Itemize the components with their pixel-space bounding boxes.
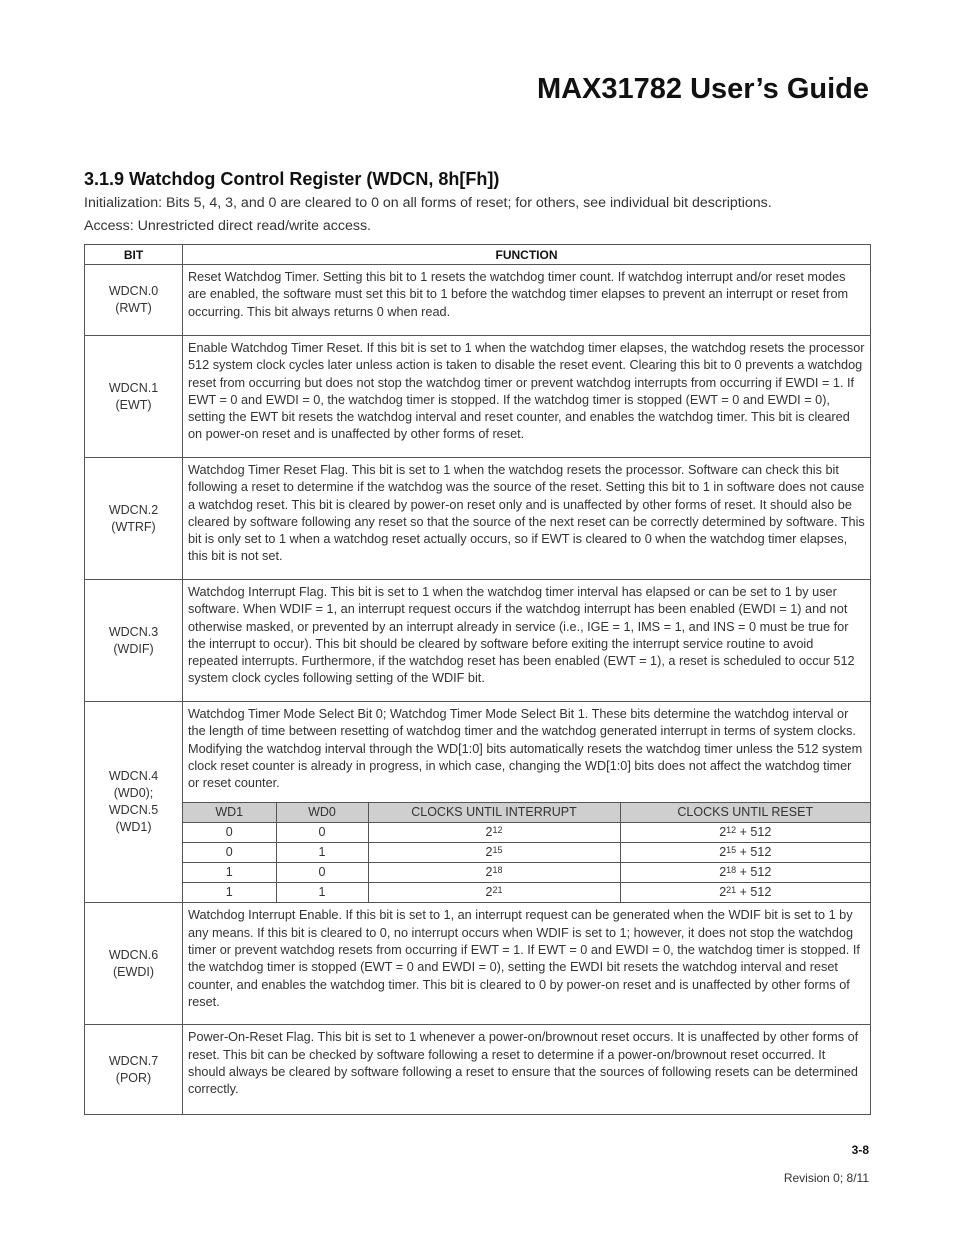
- bit-mnemonic: (RWT): [115, 301, 152, 315]
- power-exponent: 18: [492, 865, 503, 876]
- bit-mnemonic: (WTRF): [111, 519, 156, 534]
- bit-name: WDCN.6: [108, 947, 159, 962]
- bit-name: WDCN.2: [108, 502, 159, 517]
- table-header-row: [85, 245, 871, 265]
- table-row: [85, 265, 871, 336]
- initialization-text: Initialization: Bits 5, 4, 3, and 0 are cleared to 0 on all forms of reset; for others, see individual bit descriptions.: [84, 195, 772, 211]
- wd1-value: 0: [183, 843, 276, 863]
- power-base: 2: [485, 845, 493, 860]
- clocks-until-reset-header: CLOCKS UNTIL RESET: [620, 803, 870, 823]
- bit-name: WDCN.4: [108, 769, 159, 784]
- function-cell: Reset Watchdog Timer. Setting this bit to 1 resets the watchdog timer count. If watchdog interrupt and/or reset modes are enabled, the software must set this bit to 1 before the watchdog timer elapses to prevent an interrupt or reset from occurring. This bit always returns 0 when read.: [183, 265, 871, 336]
- power-exponent: 12: [492, 825, 503, 836]
- clocks-until-interrupt-value: [368, 823, 620, 843]
- clocks-until-reset-value: [620, 843, 870, 863]
- clocks-until-reset-value: [620, 823, 870, 843]
- bit-cell: [85, 265, 183, 336]
- bit-column-header: BIT: [85, 245, 183, 265]
- function-cell: Watchdog Timer Reset Flag. This bit is set to 1 when the watchdog resets the processor. Software can check this bit following a reset to determine if the watchdog was the source of the reset. Setting this bit to 1 in software does not cause a watchdog reset. This bit is cleared by power-on reset only and is unaffected by other forms of reset. It should also be cleared by software following any reset so that the source of the next reset can be correctly determined by software. This bit is only set to 1 when a watchdog reset actually occurs, so if EWT is cleared to 0 when the watchdog timer elapses, this bit is not set.: [183, 458, 871, 580]
- bit-mnemonic: (POR): [115, 1070, 152, 1085]
- subtable-row: [183, 823, 870, 843]
- table-row: [85, 458, 871, 580]
- table-row: [85, 336, 871, 458]
- table-row: [85, 580, 871, 702]
- function-column-header: FUNCTION: [183, 245, 871, 265]
- clocks-until-interrupt-value: [368, 843, 620, 863]
- bit-mnemonic: (WD0);: [113, 786, 154, 801]
- power-base: 2: [485, 825, 493, 840]
- power-base: 2: [719, 865, 727, 880]
- table-row: [85, 903, 871, 1025]
- subtable-row: [183, 843, 870, 863]
- power-exponent: 15: [492, 845, 503, 856]
- reset-offset: + 512: [736, 865, 772, 880]
- wd1-column-header: WD1: [183, 803, 276, 823]
- wd1-value: 1: [183, 863, 276, 883]
- power-base: 2: [719, 885, 727, 900]
- power-base: 2: [719, 845, 727, 860]
- bit-cell: [85, 903, 183, 1025]
- clocks-until-interrupt-value: [368, 863, 620, 883]
- function-cell: Watchdog Interrupt Enable. If this bit is set to 1, an interrupt request can be generated when the WDIF bit is set to 1 by any means. If this bit is cleared to 0, no interrupt occurs when WDIF is set to 1; however, it does not stop the watchdog timer or prevent watchdog resets from occurring if EWT = 1. If EWT = 0 and EWDI = 0, the watchdog timer is stopped. If the watchdog timer is stopped (EWT = 0 and EWDI = 0), setting the EWDI bit resets the watchdog interval and reset counter, and enables the watchdog timer. This bit is cleared to 0 by power-on reset and is unaffected by other forms of reset.: [183, 903, 871, 1025]
- power-exponent: 18: [726, 865, 737, 876]
- function-cell: Watchdog Interrupt Flag. This bit is set to 1 when the watchdog timer interval has elapsed or can be set to 1 by user software. When WDIF = 1, an interrupt request occurs if the watchdog interrupt has been enabled (EWDI = 1) and not otherwise masked, or prevented by an interrupt already in service (i.e., IGE = 1, IMS = 1, and INS = 0 must be true for the interrupt to occur). This bit should be cleared by software before exiting the interrupt service routine to avoid repeated interrupts. Furthermore, if the watchdog reset has been enabled (EWT = 1), a reset is scheduled to occur 512 system clock cycles following setting of the WDIF bit.: [183, 580, 871, 702]
- wd1-value: 1: [183, 883, 276, 903]
- power-base: 2: [719, 825, 727, 840]
- bit-name: WDCN.0: [108, 284, 159, 298]
- function-cell: Enable Watchdog Timer Reset. If this bit is set to 1 when the watchdog timer elapses, the watchdog resets the processor 512 system clock cycles later unless action is taken to disable the reset event. Clearing this bit to 0 prevents a watchdog reset from occurring but does not stop the watchdog timer or prevent watchdog interrupts from occurring if EWDI = 1. If EWT = 0 and EWDI = 0, the watchdog timer is stopped. If the watchdog timer is stopped (EWT = 0 and EWDI = 0), setting the EWT bit resets the watchdog interval and reset counter, and enables the watchdog timer. This bit is cleared on power-on reset and is unaffected by other forms of reset.: [183, 336, 871, 458]
- bit-cell: [85, 580, 183, 702]
- power-base: 2: [485, 865, 493, 880]
- bit-name: WDCN.3: [108, 624, 159, 639]
- clocks-until-reset-value: [620, 863, 870, 883]
- bit-mnemonic: (EWT): [115, 397, 152, 412]
- wd1-value: 0: [183, 823, 276, 843]
- watchdog-interval-table: [183, 802, 870, 902]
- power-base: 2: [485, 885, 493, 900]
- page-number: 3-8: [851, 1143, 869, 1157]
- section-heading: 3.1.9 Watchdog Control Register (WDCN, 8h[Fh]): [84, 169, 500, 189]
- revision-text: Revision 0; 8/11: [783, 1171, 869, 1185]
- bit-cell: [85, 458, 183, 580]
- wd0-value: 0: [276, 823, 368, 843]
- access-text: Access: Unrestricted direct read/write access.: [84, 218, 371, 234]
- bit-mnemonic: (WDIF): [113, 641, 154, 656]
- reset-offset: + 512: [736, 825, 772, 840]
- function-description: Watchdog Timer Mode Select Bit 0; Watchdog Timer Mode Select Bit 1. These bits determine the watchdog interval or the length of time between resetting of watchdog timer and the watchdog generated interrupt in terms of system clocks. Modifying the watchdog interval through the WD[1:0] bits automatically resets the watchdog timer unless the 512 system clock reset counter is already in progress, in which case, changing the WD[1:0] bits does not affect the watchdog timer or reset counter.: [188, 707, 863, 791]
- clocks-until-interrupt-value: [368, 883, 620, 903]
- power-exponent: 12: [726, 825, 737, 836]
- bit-cell: [85, 336, 183, 458]
- register-table: [84, 244, 871, 1115]
- bit-name: WDCN.5: [108, 803, 159, 818]
- wd0-value: 0: [276, 863, 368, 883]
- wd0-column-header: WD0: [276, 803, 368, 823]
- bit-mnemonic: (EWDI): [113, 964, 154, 979]
- wd0-value: 1: [276, 843, 368, 863]
- function-cell: Power-On-Reset Flag. This bit is set to 1 whenever a power-on/brownout reset occurs. It is unaffected by other forms of reset. This bit can be checked by software following a reset to determine if a power-on/brownout reset occurred. It should always be cleared by software following a reset to ensure that the sources of following resets can be determined correctly.: [183, 1025, 871, 1115]
- clocks-until-interrupt-header: CLOCKS UNTIL INTERRUPT: [368, 803, 620, 823]
- table-row: [85, 1025, 871, 1115]
- bit-cell: [85, 702, 183, 903]
- power-exponent: 21: [726, 885, 737, 896]
- reset-offset: + 512: [736, 885, 772, 900]
- bit-cell: [85, 1025, 183, 1115]
- power-exponent: 15: [726, 845, 737, 856]
- bit-mnemonic: (WD1): [115, 820, 152, 835]
- bit-name: WDCN.1: [108, 380, 159, 395]
- subtable-row: [183, 883, 870, 903]
- function-cell: [183, 702, 871, 903]
- document-title: MAX31782 User’s Guide: [536, 73, 869, 105]
- table-row: [85, 702, 871, 903]
- subtable-row: [183, 863, 870, 883]
- clocks-until-reset-value: [620, 883, 870, 903]
- reset-offset: + 512: [736, 845, 772, 860]
- power-exponent: 21: [492, 885, 503, 896]
- wd0-value: 1: [276, 883, 368, 903]
- bit-name: WDCN.7: [108, 1053, 159, 1068]
- subtable-header-row: [183, 803, 870, 823]
